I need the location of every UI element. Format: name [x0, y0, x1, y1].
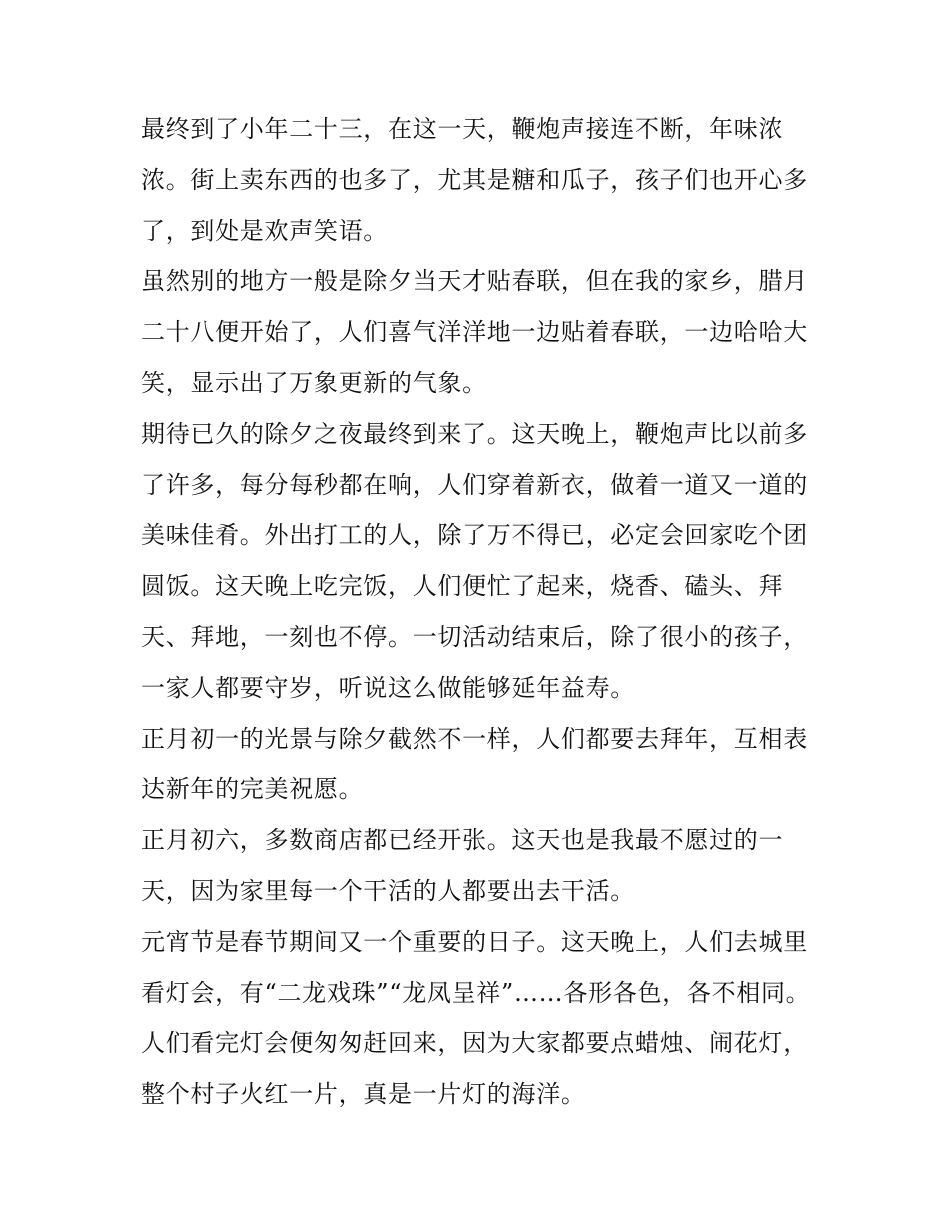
- text-line: 元宵节是春节期间又一个重要的日子。这天晚上，人们去城里: [141, 927, 808, 956]
- text-line: 达新年的完美祝愿。: [141, 775, 364, 804]
- text-line: 浓。街上卖东西的也多了，尤其是糖和瓜子，孩子们也开心多: [141, 165, 808, 194]
- text-line: 了许多，每分每秒都在响，人们穿着新衣，做着一道又一道的: [141, 470, 808, 499]
- text-line: 一家人都要守岁，听说这么做能够延年益寿。: [141, 673, 635, 702]
- text-line: 看灯会，有“二龙戏珠”“龙凤呈祥”……各形各色，各不相同。: [141, 978, 811, 1007]
- text-line: 正月初六，多数商店都已经开张。这天也是我最不愿过的一: [141, 826, 784, 855]
- text-line: 美味佳肴。外出打工的人，除了万不得已，必定会回家吃个团: [141, 521, 808, 550]
- text-line: 正月初一的光景与除夕截然不一样，人们都要去拜年，互相表: [141, 724, 808, 753]
- text-line: 圆饭。这天晚上吃完饭，人们便忙了起来，烧香、磕头、拜: [141, 572, 784, 601]
- text-line: 虽然别的地方一般是除夕当天才贴春联，但在我的家乡，腊月: [141, 267, 808, 296]
- text-line: 二十八便开始了，人们喜气洋洋地一边贴着春联，一边哈哈大: [141, 318, 808, 347]
- text-line: 了，到处是欢声笑语。: [141, 216, 388, 245]
- text-line: 期待已久的除夕之夜最终到来了。这天晚上，鞭炮声比以前多: [141, 419, 808, 448]
- text-line: 天，因为家里每一个干活的人都要出去干活。: [141, 876, 635, 905]
- text-line: 最终到了小年二十三，在这一天，鞭炮声接连不断，年味浓: [141, 115, 784, 143]
- text-line: 整个村子火红一片，真是一片灯的海洋。: [141, 1080, 586, 1109]
- text-line: 笑，显示出了万象更新的气象。: [141, 368, 487, 397]
- document-body: [141, 104, 831, 1120]
- text-line: 人们看完灯会便匆匆赶回来，因为大家都要点蜡烛、闹花灯，: [141, 1029, 808, 1058]
- text-line: 天、拜地，一刻也不停。一切活动结束后，除了很小的孩子，: [141, 622, 808, 651]
